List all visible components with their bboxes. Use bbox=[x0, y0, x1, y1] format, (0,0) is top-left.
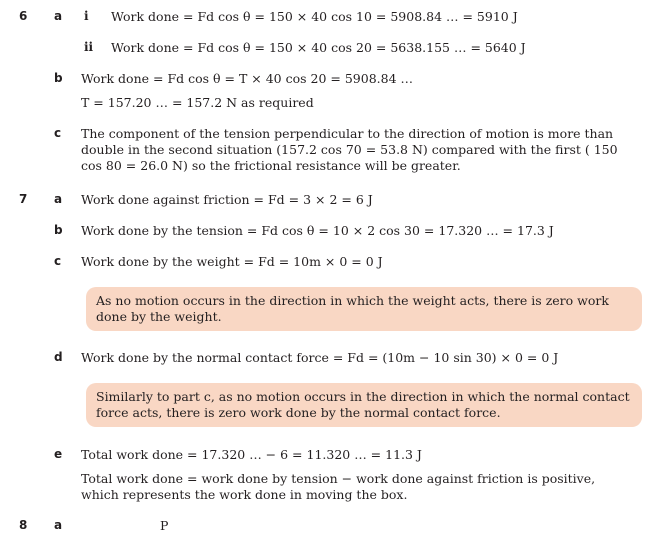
next-question-text: P bbox=[160, 518, 169, 533]
subpart-label-6a-ii: ii bbox=[84, 40, 94, 54]
part-label-7d: d bbox=[54, 350, 63, 364]
part-label-8a: a bbox=[54, 518, 63, 532]
note-box-7d: Similarly to part c, as no motion occurs in the direction in which the normal contact force acts, there is zero work done by the normal contact force. bbox=[86, 383, 642, 427]
answer-7e-line2: Total work done = work done by tension − work done against friction is positive, which represents the work done in moving the box. bbox=[81, 471, 596, 502]
answer-7e-line1: Total work done = 17.320 … − 6 = 11.320 … = 11.3 J bbox=[81, 447, 422, 462]
answer-6b-line1: Work done = Fd cos θ = T × 40 cos 20 = 5908.84 … bbox=[81, 71, 413, 86]
part-label-6c: c bbox=[54, 126, 62, 140]
answer-6a-i: Work done = Fd cos θ = 150 × 40 cos 10 = 5908.84 … = 5910 J bbox=[111, 9, 518, 24]
answer-7a: Work done against friction = Fd = 3 × 2 = 6 J bbox=[81, 192, 373, 207]
note-box-7c: As no motion occurs in the direction in which the weight acts, there is zero work done by the weight. bbox=[86, 287, 642, 331]
part-label-7a: a bbox=[54, 192, 63, 206]
part-label-6b: b bbox=[54, 71, 63, 85]
part-label-6a: a bbox=[54, 9, 63, 23]
part-label-7e: e bbox=[54, 447, 63, 461]
question-number-6: 6 bbox=[19, 9, 28, 23]
answer-7d: Work done by the normal contact force = Fd = (10m − 10 sin 30) × 0 = 0 J bbox=[81, 350, 559, 365]
answer-7b: Work done by the tension = Fd cos θ = 10 × 2 cos 30 = 17.320 … = 17.3 J bbox=[81, 223, 554, 238]
part-label-7b: b bbox=[54, 223, 63, 237]
answer-6b-line2: T = 157.20 … = 157.2 N as required bbox=[81, 95, 314, 110]
answer-6a-ii: Work done = Fd cos θ = 150 × 40 cos 20 = 5638.155 … = 5640 J bbox=[111, 40, 526, 55]
question-number-7: 7 bbox=[19, 192, 28, 206]
part-label-7c: c bbox=[54, 254, 62, 268]
answer-6c: The component of the tension perpendicular to the direction of motion is more than double in the second situation (157.2 cos 70 = 53.8 N) compared with the first ( 150 cos 80 = 26.0 N) so the frictional resistance will be greater. bbox=[81, 126, 618, 173]
answer-7c: Work done by the weight = Fd = 10m × 0 = 0 J bbox=[81, 254, 383, 269]
question-number-8: 8 bbox=[19, 518, 28, 532]
subpart-label-6a-i: i bbox=[84, 9, 89, 23]
